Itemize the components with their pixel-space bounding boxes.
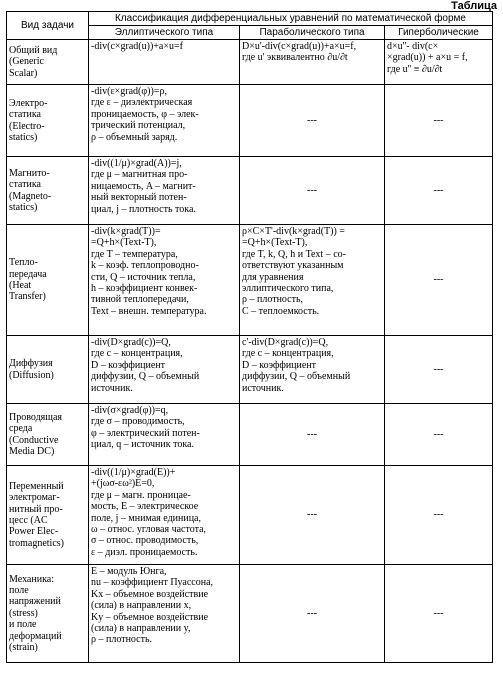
cell-line: --- xyxy=(433,509,444,521)
cell-task xyxy=(7,40,89,85)
cell-line: -div(c×grad(u))+a×u=f xyxy=(91,41,183,52)
cell-elliptic xyxy=(89,336,240,404)
header-classification: Классификация дифференциальных уравнений по математической форме xyxy=(89,12,493,26)
table-row xyxy=(7,404,493,466)
cell-elliptic xyxy=(89,225,240,336)
cell-line: и поле xyxy=(9,619,37,631)
cell-line: =Q+h×(Text-T), xyxy=(242,237,308,249)
cell-line: диффузии, Q – объемный xyxy=(91,371,200,383)
cell-line: где σ – проводимость, xyxy=(91,416,185,428)
table-row xyxy=(7,565,493,663)
cell-line: -div((1/μ)×grad(A))=j, xyxy=(91,158,182,169)
cell-line: nu – коэффициент Пуассона, xyxy=(91,577,214,589)
cell-line: (Electro- xyxy=(9,120,45,132)
cell-line: где μ – магнитная про- xyxy=(91,169,188,181)
cell-line: --- xyxy=(307,428,317,440)
cell-line: ρ – плотность. xyxy=(91,634,153,646)
cell-line: Scalar) xyxy=(9,67,38,79)
cell-line: Transfer) xyxy=(9,291,46,303)
cell-line: --- xyxy=(433,184,444,196)
cell-line: ρ – плотность, xyxy=(242,294,304,306)
cell-line: поле xyxy=(9,584,29,596)
cell-task xyxy=(7,565,89,663)
cell-parabolic xyxy=(240,225,385,336)
cell-task xyxy=(7,225,89,336)
cell-line: тивной теплопередачи, xyxy=(91,294,189,306)
cell-line: -div(ε×grad(φ))=ρ, xyxy=(91,86,167,97)
cell-elliptic xyxy=(89,565,240,663)
cell-line: проницаемость, φ – элек- xyxy=(91,108,199,120)
cell-line: D – коэффициент xyxy=(242,359,317,371)
cell-line: источник. xyxy=(91,382,133,394)
cell-line: где ε – диэлектрическая xyxy=(91,97,193,109)
cell-line: Kx – объемное воздействие xyxy=(91,588,209,600)
cell-line: поле, j – мнимая единица, xyxy=(91,512,201,524)
cell-line: где c – концентрация, xyxy=(91,348,183,360)
cell-line: --- xyxy=(307,114,317,126)
cell-parabolic xyxy=(240,404,385,466)
cell-task xyxy=(7,404,89,466)
cell-line: мость, E – электрическое xyxy=(91,501,199,513)
cell-line: E – модуль Юнга, xyxy=(91,566,167,577)
cell-line: statics) xyxy=(9,201,38,213)
cell-line: Электро- xyxy=(9,97,48,109)
header-hyperbolic: Гиперболические xyxy=(385,26,493,40)
cell-line: ρ – объемный заряд. xyxy=(91,131,178,143)
cell-line: Ky – объемное воздействие xyxy=(91,611,209,623)
cell-line: +(jωσ-εω²)E=0, xyxy=(91,478,155,490)
cell-line: среда xyxy=(9,423,33,435)
cell-line: -div(σ×grad(φ))=q, xyxy=(91,405,169,416)
header-task: Вид задачи xyxy=(7,12,89,40)
cell-line: нитный про- xyxy=(9,503,63,515)
cell-line: ницаемость, A – магнит- xyxy=(91,180,196,192)
cell-line: d×u''- div(c× xyxy=(387,41,439,52)
cell-task xyxy=(7,336,89,404)
table-row xyxy=(7,336,493,404)
cell-line: ный векторный потен- xyxy=(91,192,187,204)
table-row xyxy=(7,466,493,565)
cell-line: --- xyxy=(433,607,444,619)
cell-hyperbolic xyxy=(385,565,493,663)
cell-line: D×u'-div(c×grad(u))+a×u=f, xyxy=(242,41,357,52)
cell-line: tromagnetics) xyxy=(9,537,64,549)
cell-line: (strain) xyxy=(9,642,38,654)
cell-line: (Heat xyxy=(9,280,32,291)
cell-line: -div((1/μ)×grad(E))+ xyxy=(91,467,176,478)
cell-line: статика xyxy=(9,179,41,191)
cell-line: источник. xyxy=(242,382,284,394)
cell-line: statics) xyxy=(9,131,38,143)
cell-line: k – коэф. теплопроводно- xyxy=(91,260,199,272)
cell-line: (сила) в направлении x, xyxy=(91,600,192,612)
cell-line: --- xyxy=(307,184,317,196)
cell-line: где T – температура, xyxy=(91,248,178,260)
table-row xyxy=(7,40,493,85)
cell-line: -div(D×grad(c))=Q, xyxy=(91,337,171,348)
cell-line: Механика: xyxy=(9,573,54,585)
cell-line: ответствуют указанным xyxy=(242,260,344,272)
cell-line: где T, k, Q, h и Text – со- xyxy=(242,248,346,260)
cell-line: (сила) в направлении y, xyxy=(91,623,191,635)
cell-line: где u'' ≡ ∂u/∂t xyxy=(387,63,443,75)
cell-elliptic xyxy=(89,157,240,225)
cell-elliptic xyxy=(89,466,240,565)
cell-line: (Conductive xyxy=(9,434,59,446)
cell-line: трический потенциал, xyxy=(91,120,186,132)
cell-line: (Generic xyxy=(9,56,44,68)
cell-line: D – коэффициент xyxy=(91,359,166,371)
cell-task xyxy=(7,85,89,157)
cell-line: h – коэффициент конвек- xyxy=(91,283,198,295)
cell-hyperbolic xyxy=(385,466,493,565)
cell-line: Переменный xyxy=(9,480,64,492)
cell-line: --- xyxy=(307,509,317,521)
table-body xyxy=(7,12,493,663)
cell-task xyxy=(7,157,89,225)
cell-line: Text – внешн. температура. xyxy=(91,305,207,317)
cell-line: φ – электрический потен- xyxy=(91,427,200,439)
table-row xyxy=(7,157,493,225)
cell-hyperbolic xyxy=(385,40,493,85)
cell-parabolic xyxy=(240,85,385,157)
cell-hyperbolic xyxy=(385,225,493,336)
cell-line: где c – концентрация, xyxy=(242,348,334,360)
header-elliptic: Эллиптического типа xyxy=(89,26,240,40)
cell-task xyxy=(7,466,89,565)
table-row xyxy=(7,225,493,336)
cell-elliptic xyxy=(89,40,240,85)
cell-line: c'-div(D×grad(c))=Q, xyxy=(242,337,329,348)
cell-line: напряжений xyxy=(9,596,61,608)
cell-line: где μ – магн. проницае- xyxy=(91,489,191,501)
table-caption: Таблица xyxy=(451,0,497,12)
cell-line: --- xyxy=(307,607,317,619)
cell-line: --- xyxy=(433,114,444,126)
cell-line: σ – относ. проводимость, xyxy=(91,535,199,547)
cell-line: диффузии, Q – объемный xyxy=(242,371,351,383)
cell-line: =Q+h×(Text-T), xyxy=(91,237,157,249)
cell-line: ε – диэл. проницаемость. xyxy=(91,546,198,558)
cell-parabolic xyxy=(240,466,385,565)
cell-elliptic xyxy=(89,404,240,466)
cell-line: --- xyxy=(433,428,444,440)
header-parabolic: Параболического типа xyxy=(240,26,385,40)
cell-hyperbolic xyxy=(385,404,493,466)
cell-hyperbolic xyxy=(385,336,493,404)
cell-elliptic xyxy=(89,85,240,157)
cell-line: --- xyxy=(433,363,444,375)
cell-line: сти, Q – источник тепла, xyxy=(91,271,196,283)
cell-parabolic xyxy=(240,40,385,85)
cell-line: циал, j – плотность тока. xyxy=(91,203,196,215)
cell-line: -div(k×grad(T))= xyxy=(91,226,161,237)
cell-line: эллиптического типа, xyxy=(242,283,334,295)
cell-line: ×grad(u)) + a×u = f, xyxy=(387,52,468,64)
cell-line: ω – относ. угловая частота, xyxy=(91,524,207,536)
cell-line: Общий вид xyxy=(9,44,58,56)
equations-table xyxy=(6,11,493,663)
cell-line: Магнито- xyxy=(9,167,50,179)
header-row-1 xyxy=(7,12,493,26)
cell-line: Тепло- xyxy=(9,257,38,269)
cell-line: (Diffusion) xyxy=(9,369,54,381)
table-row xyxy=(7,85,493,157)
cell-hyperbolic xyxy=(385,85,493,157)
cell-line: Power Elec- xyxy=(9,526,59,538)
cell-line: (Magneto- xyxy=(9,190,52,202)
cell-parabolic xyxy=(240,565,385,663)
cell-line: цесс (AC xyxy=(9,515,48,526)
cell-hyperbolic xyxy=(385,157,493,225)
cell-line: ρ×C×T'-div(k×grad(T)) = xyxy=(242,226,345,237)
cell-line: электромаг- xyxy=(9,492,60,504)
cell-line: Media DC) xyxy=(9,445,55,457)
cell-line: циал, q – источник тока. xyxy=(91,439,194,451)
cell-line: статика xyxy=(9,109,41,121)
cell-line: деформаций xyxy=(9,630,62,642)
cell-line: Проводящая xyxy=(9,411,63,423)
cell-line: Диффузия xyxy=(9,358,53,370)
cell-line: (stress) xyxy=(9,607,38,619)
cell-line: где u' эквивалентно ∂u/∂t xyxy=(242,52,348,64)
cell-line: для уравнения xyxy=(242,271,304,283)
cell-parabolic xyxy=(240,336,385,404)
cell-parabolic xyxy=(240,157,385,225)
cell-line: --- xyxy=(433,274,444,286)
cell-line: передача xyxy=(9,268,47,280)
cell-line: C – теплоемкость. xyxy=(242,305,320,317)
